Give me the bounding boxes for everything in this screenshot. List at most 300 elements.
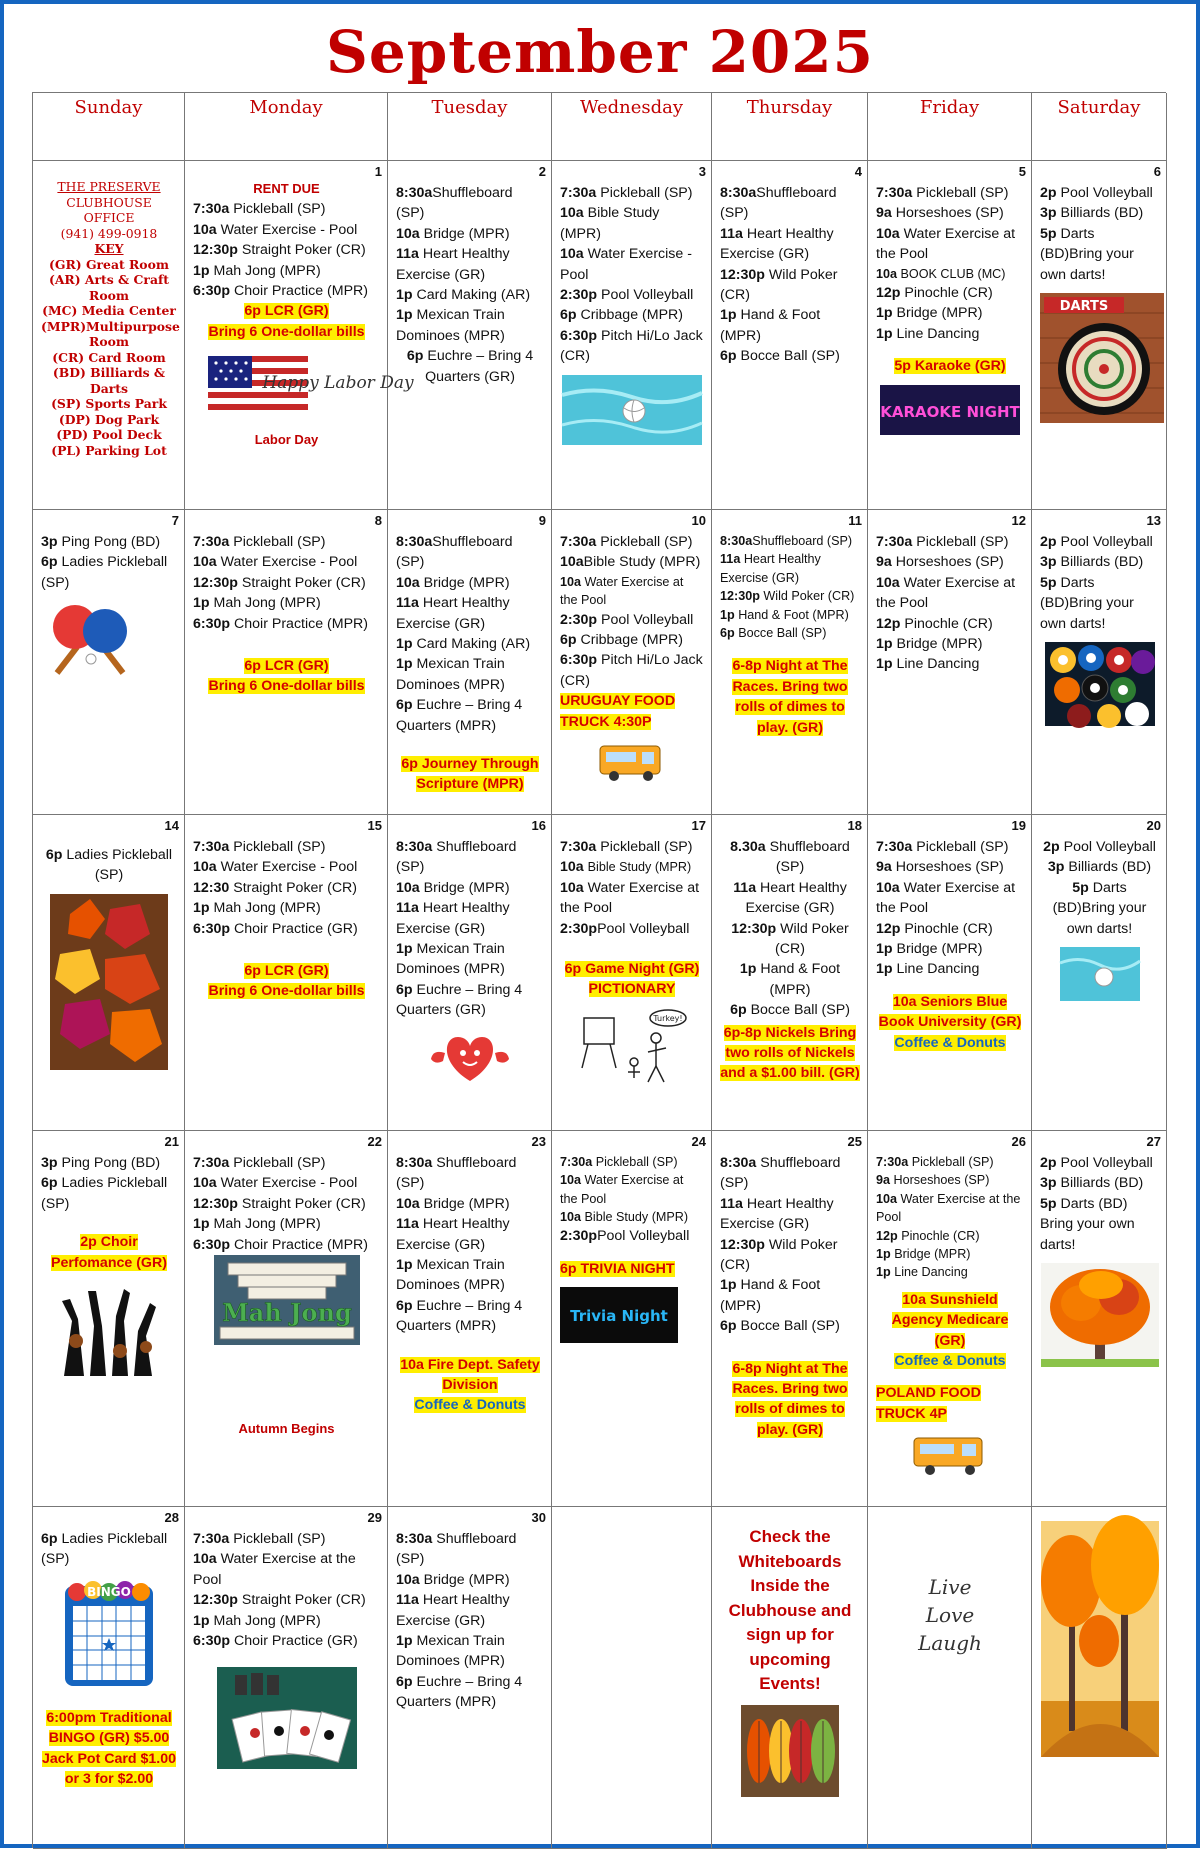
day-number: 23 (531, 1134, 546, 1149)
key-line: CLUBHOUSE (66, 194, 152, 210)
mah-jong-image-text: Mah Jong (221, 1298, 352, 1328)
highlight-text: 6-8p Night at The Races. Bring two rolls of dimes to play. (GR) (732, 658, 848, 736)
highlight-event (720, 656, 860, 738)
day-cell-4 (712, 161, 868, 510)
day-cell-5 (868, 161, 1032, 510)
event: 11a Heart Healthy Exercise (GR) (396, 900, 510, 937)
highlight-text: 6p-8p Nickels Bring two rolls of Nickels and a $1.00 bill. (GR) (720, 1024, 860, 1082)
highlight-event (876, 1351, 1024, 1371)
event: 11a Heart Healthy Exercise (GR) (733, 879, 847, 917)
event: 7:30a Pickleball (SP) (560, 839, 693, 855)
event: 6p Euchre – Bring 4 Quarters (MPR) (396, 1673, 523, 1711)
event: 10a Water Exercise - Pool (193, 221, 358, 238)
event: 8.30a Shuffleboard (SP) (730, 839, 850, 876)
highlight-event (193, 676, 380, 696)
darts-image (1040, 293, 1164, 423)
event: 6p Ladies Pickleball (SP) (41, 554, 168, 591)
event: 7:30a Pickleball (SP) (193, 534, 326, 550)
event: 2:30p Pool Volleyball (560, 287, 694, 304)
event: 1p Hand & Foot (MPR) (720, 307, 821, 344)
event: 1p Bridge (MPR) (876, 941, 983, 958)
day-number: 18 (847, 818, 862, 833)
event: 10a BOOK CLUB (MC) (876, 266, 1006, 281)
event: 12p Pinochle (CR) (876, 615, 993, 632)
event: 3p Ping Pong (BD) (41, 1155, 161, 1171)
labor-day-flag-image (202, 350, 414, 426)
highlight-event (41, 1708, 177, 1790)
event: 1p Card Making (AR) (396, 287, 531, 304)
day-header-friday: Friday (868, 93, 1032, 161)
day-number: 29 (367, 1510, 382, 1525)
autumn-trees-cell (1032, 1507, 1167, 1849)
event: 7:30a Pickleball (SP) (193, 201, 326, 218)
day-cell-21 (33, 1131, 185, 1507)
day-number: 3 (698, 164, 706, 179)
key-cell (33, 161, 185, 510)
key-item: (BD) Billiards & Darts (52, 365, 166, 396)
highlight-event (876, 356, 1024, 376)
event: 10a Water Exercise - Pool (193, 859, 358, 876)
day-number: 8 (374, 513, 382, 528)
event: 10a Water Exercise at the Pool (193, 1551, 356, 1588)
event: 3p Billiards (BD) (1040, 554, 1144, 571)
day-cell-2 (388, 161, 552, 510)
event: 10a Bridge (MPR) (396, 225, 510, 242)
day-cell-16 (388, 815, 552, 1131)
day-cell-3 (552, 161, 712, 510)
pictionary-sketch-image (576, 1008, 688, 1090)
event: 11a Heart Healthy Exercise (GR) (720, 225, 834, 263)
highlight-event (560, 1259, 704, 1279)
pool-volleyball-image (562, 375, 702, 445)
event: 6:30p Choir Practice (GR) (193, 1633, 358, 1650)
event: 10aBible Study (MPR) (560, 554, 701, 571)
day-cell-23 (388, 1131, 552, 1507)
event: 7:30a Pickleball (SP) (193, 839, 326, 855)
laugh-text: Laugh (918, 1631, 982, 1655)
event: 5p Darts (BD)Bring your own darts! (1040, 574, 1134, 632)
key-item: (AR) Arts & Craft Room (48, 272, 170, 303)
event: 1p Bridge (MPR) (876, 636, 983, 653)
event: 12p Pinochle (CR) (876, 1228, 980, 1243)
calendar-grid (32, 92, 1166, 1848)
event: 10a Bible Study (MPR) (560, 859, 692, 876)
day-number: 10 (691, 513, 706, 528)
event: 1p Mah Jong (MPR) (193, 595, 321, 612)
event: 11a Heart Healthy Exercise (GR) (396, 246, 510, 283)
highlight-text: Coffee & Donuts (894, 1353, 1006, 1370)
event: 2p Pool Volleyball (1043, 839, 1156, 855)
event: 11a Heart Healthy Exercise (GR) (396, 1592, 510, 1629)
bingo-card-image (59, 1578, 159, 1690)
event: 10a Bible Study (MPR) (560, 1210, 689, 1225)
event: 10a Water Exercise - Pool (193, 1175, 358, 1192)
day-cell-25 (712, 1131, 868, 1507)
day-number: 14 (164, 818, 179, 833)
highlight-text: 6-8p Night at The Races. Bring two rolls of dimes to play. (GR) (732, 1360, 848, 1438)
event: 6p Bocce Ball (SP) (730, 1002, 850, 1019)
event: 7:30a Pickleball (SP) (193, 1531, 326, 1547)
event: 7:30a Pickleball (SP) (876, 839, 1009, 855)
day-cell-28 (33, 1507, 185, 1849)
event: 7:30a Pickleball (SP) (560, 185, 693, 201)
event: 12:30p Straight Poker (CR) (193, 242, 366, 259)
event: 5p Darts (BD)Bring your own darts! (1040, 225, 1134, 283)
event: 2p Pool Volleyball (1040, 1155, 1153, 1171)
key-line: THE PRESERVE (57, 179, 161, 194)
highlight-text: POLAND FOOD TRUCK 4P (876, 1385, 981, 1422)
bingo-image-text: BINGO (87, 1584, 131, 1599)
event: 1p Line Dancing (876, 325, 980, 342)
event: 1p Mexican Train Dominoes (MPR) (396, 941, 505, 978)
event: 12:30p Wild Poker (CR) (720, 1236, 838, 1274)
event: 9a Horseshoes (SP) (876, 859, 1004, 876)
empty-cell (552, 1507, 712, 1849)
day-number: 17 (691, 818, 706, 833)
event: 10a Water Exercise at the Pool (876, 225, 1016, 263)
event: 9a Horseshoes (SP) (876, 1173, 990, 1188)
highlight-text: 6p Game Night (GR) PICTIONARY (564, 961, 700, 998)
billiard-balls-image (1045, 642, 1155, 726)
event: 12p Pinochle (CR) (876, 920, 993, 937)
highlight-text: Bring 6 One-dollar bills (208, 983, 365, 1000)
event: 8:30a Shuffleboard (SP) (720, 1155, 841, 1192)
mah-jong-image (214, 1255, 360, 1345)
event: 6p Euchre – Bring 4 Quarters (MPR) (396, 1297, 523, 1335)
event: 10a Water Exercise at the Pool (560, 574, 684, 608)
autumn-trees-image (1041, 1521, 1159, 1757)
event: 6:30p Choir Practice (GR) (193, 920, 358, 937)
event: 9a Horseshoes (SP) (876, 554, 1004, 571)
event: 8:30aShuffleboard (SP) (396, 534, 513, 571)
day-cell-14 (33, 815, 185, 1131)
highlight-text: 6p TRIVIA NIGHT (560, 1261, 675, 1278)
event: 10a Bridge (MPR) (396, 879, 510, 896)
event: 10a Water Exercise at the Pool (876, 879, 1016, 917)
autumn-tree-image (1041, 1263, 1159, 1367)
event: 10a Bridge (MPR) (396, 1571, 510, 1588)
event: 12:30p Straight Poker (CR) (193, 574, 366, 591)
key-heading: KEY (94, 241, 124, 256)
event: 1p Mexican Train Dominoes (MPR) (396, 1633, 505, 1670)
event: 7:30a Pickleball (SP) (560, 1155, 678, 1169)
day-cell-9 (388, 510, 552, 815)
day-cell-19 (868, 815, 1032, 1131)
key-item: (CR) Card Room (52, 349, 166, 365)
event: 10a Water Exercise - Pool (193, 554, 358, 571)
highlight-event (720, 1359, 860, 1441)
day-header-monday: Monday (185, 93, 388, 161)
autumn-leaves-image (50, 894, 168, 1070)
event: 8:30a Shuffleboard (SP) (396, 1155, 517, 1192)
event: 3p Billiards (BD) (1040, 1175, 1144, 1192)
highlight-text: 2p Choir Perfomance (GR) (51, 1234, 167, 1271)
event: 10a Water Exercise at the Pool (876, 1191, 1021, 1225)
day-number: 16 (531, 818, 546, 833)
event: 1p Hand & Foot (MPR) (720, 1277, 821, 1314)
choir-silhouette-image (54, 1281, 164, 1381)
event: 1p Mexican Train Dominoes (MPR) (396, 656, 505, 693)
event: 3p Ping Pong (BD) (41, 534, 161, 550)
love-text: Love (925, 1603, 975, 1627)
event: 10a Bridge (MPR) (396, 574, 510, 591)
day-cell-26 (868, 1131, 1032, 1507)
day-number: 21 (164, 1134, 179, 1149)
highlight-text: 5p Karaoke (GR) (894, 358, 1006, 375)
day-cell-6 (1032, 161, 1167, 510)
event: 1p Card Making (AR) (396, 636, 531, 653)
highlight-event (396, 754, 544, 795)
day-cell-7 (33, 510, 185, 815)
event: 1p Mexican Train Dominoes (MPR) (396, 307, 505, 344)
day-number: 26 (1011, 1134, 1026, 1149)
event: 10a Water Exercise - Pool (560, 246, 692, 283)
rent-due: RENT DUE (253, 181, 320, 196)
trivia-night-image (560, 1287, 678, 1343)
highlight-event (876, 1383, 1024, 1424)
event: 1p Mah Jong (MPR) (193, 1612, 321, 1629)
event: 6:30p Pitch Hi/Lo Jack (CR) (560, 652, 703, 689)
event: 11a Heart Healthy Exercise (GR) (720, 1195, 834, 1233)
highlight-event (876, 1290, 1024, 1351)
food-truck-icon (908, 1432, 992, 1478)
day-number: 2 (538, 164, 546, 179)
event: 11a Heart Healthy Exercise (GR) (720, 552, 821, 585)
highlight-text: Bring 6 One-dollar bills (208, 678, 365, 695)
event: 2:30pPool Volleyball (560, 1227, 690, 1244)
event: 12:30p Wild Poker (CR) (731, 920, 849, 958)
event: 8:30aShuffleboard (SP) (396, 185, 513, 222)
day-header-tuesday: Tuesday (388, 93, 552, 161)
caption: Autumn Begins (238, 1421, 335, 1437)
day-header-saturday: Saturday (1032, 93, 1167, 161)
day-number: 4 (854, 164, 862, 179)
highlight-event (193, 981, 380, 1001)
highlight-event (193, 961, 380, 981)
day-number: 12 (1011, 513, 1026, 528)
event: 6:30p Choir Practice (MPR) (193, 283, 369, 300)
event: 7:30a Pickleball (SP) (876, 1155, 994, 1169)
highlight-event (720, 1023, 860, 1084)
food-truck-icon (596, 740, 668, 784)
highlight-text: 6p Journey Through Scripture (MPR) (401, 756, 539, 793)
live-love-laugh-cell (868, 1507, 1032, 1849)
highlight-text: 6p LCR (GR) (244, 303, 329, 320)
key-item: (MPR)Multipurpose Room (41, 318, 180, 349)
whiteboard-notice: Check the Whiteboards Inside the Clubhouse and sign up for upcoming Events! (728, 1527, 852, 1693)
event: 6p Bocce Ball (SP) (720, 348, 840, 365)
event: 6p Euchre – Bring 4 Quarters (GR) (406, 348, 534, 385)
highlight-text: 6p LCR (GR) (244, 963, 329, 980)
day-cell-13 (1032, 510, 1167, 815)
event: 10a Water Exercise at the Pool (560, 879, 700, 917)
event: 8:30a Shuffleboard (SP) (396, 839, 517, 876)
highlight-event (41, 1232, 177, 1273)
event: 7:30a Pickleball (SP) (876, 185, 1009, 201)
playing-cards-image (217, 1667, 357, 1769)
pool-volleyball-image (1060, 947, 1140, 1001)
event: 12:30p Straight Poker (CR) (193, 1592, 366, 1609)
event: 6p Cribbage (MPR) (560, 307, 684, 324)
highlight-text: Bring 6 One-dollar bills (208, 323, 365, 340)
day-cell-20 (1032, 815, 1167, 1131)
highlight-event (193, 656, 380, 676)
event: 11a Heart Healthy Exercise (GR) (396, 1216, 510, 1253)
highlight-event (876, 992, 1024, 1033)
day-number: 5 (1018, 164, 1026, 179)
heart-healthy-icon (425, 1029, 515, 1085)
day-number: 7 (171, 513, 179, 528)
day-cell-22 (185, 1131, 388, 1507)
key-item: (GR) Great Room (49, 256, 169, 272)
highlight-text: 6:00pm Traditional BINGO (GR) $5.00 Jack Pot Card $1.00 or 3 for $2.00 (41, 1709, 177, 1788)
day-number: 24 (691, 1134, 706, 1149)
event: 12:30p Straight Poker (CR) (193, 1195, 366, 1212)
highlight-event (396, 1355, 544, 1396)
day-cell-15 (185, 815, 388, 1131)
live-text: Live (928, 1575, 972, 1599)
event: 6p Bocce Ball (SP) (720, 626, 827, 641)
event: 8:30a Shuffleboard (SP) (396, 1531, 517, 1568)
key-item: (PL) Parking Lot (51, 442, 167, 458)
event: 8:30aShuffleboard (SP) (720, 185, 837, 222)
event: 3p Billiards (BD) (1040, 205, 1144, 222)
highlight-event (560, 959, 704, 1000)
day-number: 11 (848, 513, 862, 528)
highlight-event (193, 322, 380, 342)
karaoke-night-image (880, 385, 1020, 435)
event: 6p Cribbage (MPR) (560, 632, 684, 649)
event: 1p Hand & Foot (MPR) (720, 607, 849, 622)
event: 7:30a Pickleball (SP) (193, 1155, 326, 1171)
day-cell-17 (552, 815, 712, 1131)
highlight-event (876, 1033, 1024, 1053)
highlight-text: Coffee & Donuts (894, 1034, 1006, 1051)
event: 10a Bridge (MPR) (396, 1195, 510, 1212)
day-cell-18 (712, 815, 868, 1131)
event: 1p Line Dancing (876, 1265, 968, 1280)
event: 12:30p Wild Poker (CR) (720, 589, 855, 604)
caption: Labor Day (254, 432, 319, 448)
key-item: (PD) Pool Deck (56, 427, 162, 442)
event: 1p Mah Jong (MPR) (193, 262, 321, 279)
darts-image-text: DARTS (1059, 299, 1109, 315)
day-number: 15 (367, 818, 382, 833)
highlight-text: 10a Seniors Blue Book University (GR) (878, 993, 1022, 1031)
event: 1p Mah Jong (MPR) (193, 1216, 321, 1233)
event: 3p Billiards (BD) (1047, 859, 1152, 876)
event: 2:30pPool Volleyball (560, 920, 690, 937)
event: 6:30p Choir Practice (MPR) (193, 1236, 369, 1253)
day-cell-24 (552, 1131, 712, 1507)
event: 12:30 Straight Poker (CR) (193, 879, 358, 896)
day-cell-8 (185, 510, 388, 815)
event: 1p Hand & Foot (MPR) (739, 961, 841, 998)
highlight-event (193, 301, 380, 321)
event: 2p Pool Volleyball (1040, 185, 1153, 201)
event: 6p Bocce Ball (SP) (720, 1318, 840, 1335)
pictionary-image-text: Turkey! (653, 1013, 683, 1023)
event: 12:30p Wild Poker (CR) (720, 266, 838, 304)
highlight-text: Coffee & Donuts (414, 1397, 526, 1414)
key-line: OFFICE (83, 210, 135, 225)
day-cell-10 (552, 510, 712, 815)
day-number: 27 (1146, 1134, 1161, 1149)
event: 11a Heart Healthy Exercise (GR) (396, 595, 510, 632)
day-number: 25 (847, 1134, 862, 1149)
key-phone: (941) 499-0918 (60, 225, 158, 241)
event: 8:30aShuffleboard (SP) (720, 534, 853, 548)
day-number: 1 (374, 164, 382, 179)
event: 6p Euchre – Bring 4 Quarters (GR) (396, 981, 523, 1019)
day-cell-27 (1032, 1131, 1167, 1507)
page-title: September 2025 (325, 18, 875, 86)
event: 7:30a Pickleball (SP) (876, 534, 1009, 550)
event: 5p Darts (BD) (1040, 1195, 1128, 1212)
day-number: 20 (1146, 818, 1161, 833)
event: 6p Ladies Pickleball (SP) (41, 1531, 168, 1568)
event: 12p Pinochle (CR) (876, 285, 993, 302)
highlight-event (396, 1395, 544, 1415)
event: 6p Euchre – Bring 4 Quarters (MPR) (396, 697, 523, 734)
highlight-event (560, 691, 704, 732)
day-number: 30 (531, 1510, 546, 1525)
event: 6p Ladies Pickleball (SP) (45, 847, 173, 884)
event: 6p Ladies Pickleball (SP) (41, 1175, 168, 1212)
event: Bring your own darts! (1040, 1216, 1135, 1253)
event: 1p Mah Jong (MPR) (193, 900, 321, 917)
trivia-image-text: Trivia Night (570, 1307, 668, 1326)
event: 9a Horseshoes (SP) (876, 205, 1004, 222)
karaoke-image-text: KARAOKE NIGHT (880, 402, 1020, 421)
day-header-wednesday: Wednesday (552, 93, 712, 161)
highlight-text: 10a Fire Dept. Safety Division (400, 1356, 540, 1394)
fall-leaves-image (741, 1705, 839, 1797)
highlight-text: 10a Sunshield Agency Medicare (GR) (891, 1291, 1009, 1349)
event: 6:30p Pitch Hi/Lo Jack (CR) (560, 327, 703, 365)
day-number: 28 (164, 1510, 179, 1525)
event: 1p Bridge (MPR) (876, 1247, 971, 1262)
highlight-text: 6p LCR (GR) (244, 658, 329, 675)
event: 10a Bible Study (MPR) (560, 205, 660, 242)
event: 1p Bridge (MPR) (876, 305, 983, 322)
day-header-thursday: Thursday (712, 93, 868, 161)
event: 1p Line Dancing (876, 656, 980, 673)
key-item: (MC) Media Center (42, 303, 176, 318)
day-cell-11 (712, 510, 868, 815)
whiteboard-notice-cell (712, 1507, 868, 1849)
highlight-text: URUGUAY FOOD TRUCK 4:30P (560, 693, 676, 730)
event: 2:30p Pool Volleyball (560, 611, 694, 628)
event: 6:30p Choir Practice (MPR) (193, 615, 369, 632)
event: 1p Mexican Train Dominoes (MPR) (396, 1257, 505, 1294)
key-item: (DP) Dog Park (58, 411, 160, 427)
day-number: 19 (1011, 818, 1026, 833)
event: 10a Water Exercise at the Pool (560, 1173, 684, 1206)
ping-pong-paddles-image (45, 601, 135, 679)
day-cell-1 (185, 161, 414, 510)
day-number: 13 (1146, 513, 1161, 528)
event: 5p Darts (BD)Bring your own darts! (1052, 879, 1147, 937)
labor-day-image-text: Happy Labor Day (261, 373, 414, 394)
day-number: 6 (1153, 164, 1161, 179)
day-number: 22 (367, 1134, 382, 1149)
key-item: (SP) Sports Park (51, 396, 167, 411)
day-header-sunday: Sunday (33, 93, 185, 161)
day-cell-29 (185, 1507, 388, 1849)
day-number: 9 (538, 513, 546, 528)
day-cell-12 (868, 510, 1032, 815)
